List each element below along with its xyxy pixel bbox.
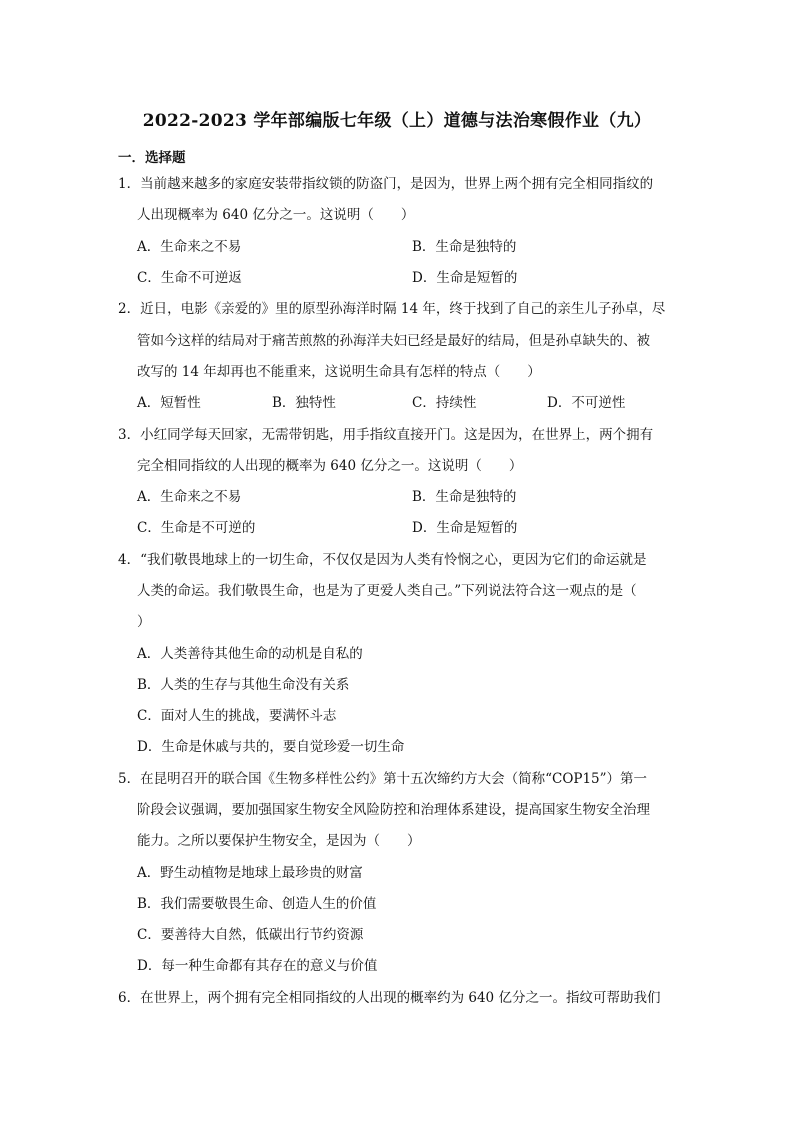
question-1-line-2: 人出现概率为 640 亿分之一。这说明（ ） (137, 207, 415, 223)
question-2-option-c: C．持续性 (412, 395, 477, 411)
question-2-option-b: B．独特性 (272, 395, 336, 411)
question-5-line-2: 阶段会议强调，要加强国家生物安全风险防控和治理体系建设，提高国家生物安全治理 (137, 802, 650, 818)
question-5-option-c: C．要善待大自然，低碳出行节约资源 (137, 927, 364, 943)
question-2-option-a: A．短暂性 (137, 395, 201, 411)
question-4-line-1: 4．“我们敬畏地球上的一切生命，不仅仅是因为人类有怜悯之心，更因为它们的命运就是 (118, 552, 647, 568)
question-4-option-c: C．面对人生的挑战，要满怀斗志 (137, 708, 337, 724)
question-5-option-a: A．野生动植物是地球上最珍贵的财富 (137, 865, 363, 881)
question-5-option-d: D．每一种生命都有其存在的意义与价值 (137, 958, 378, 974)
question-1-option-c: C．生命不可逆返 (137, 270, 242, 286)
question-3-option-d: D．生命是短暂的 (412, 520, 518, 536)
question-2-line-2: 管如今这样的结局对于痛苦煎熬的孙海洋夫妇已经是最好的结局，但是孙卓缺失的、被 (137, 333, 650, 349)
question-3-option-a: A．生命来之不易 (137, 489, 242, 505)
question-2-line-1: 2．近日，电影《亲爱的》里的原型孙海洋时隔 14 年，终于找到了自己的亲生儿子孙卓，尽 (118, 301, 666, 317)
question-1-line-1: 1．当前越来越多的家庭安装带指纹锁的防盗门，是因为，世界上两个拥有完全相同指纹的 (118, 176, 654, 192)
question-4-option-a: A．人类善待其他生命的动机是自私的 (137, 646, 363, 662)
question-4-line-2: 人类的命运。我们敬畏生命，也是为了更爱人类自己。”下列说法符合这一观点的是（ (137, 583, 637, 599)
page-title: 2022-2023 学年部编版七年级（上）道德与法治寒假作业（九） (142, 111, 652, 131)
question-1-option-b: B．生命是独特的 (412, 239, 517, 255)
question-5-option-b: B．我们需要敬畏生命、创造人生的价值 (137, 896, 377, 912)
question-3-option-b: B．生命是独特的 (412, 489, 517, 505)
question-3-line-2: 完全相同指纹的人出现的概率为 640 亿分之一。这说明（ ） (137, 458, 523, 474)
question-5-line-3: 能力。之所以要保护生物安全，是因为（ ） (137, 833, 421, 849)
question-5-line-1: 5．在昆明召开的联合国《生物多样性公约》第十五次缔约方大会（简称“COP15”）第一 (118, 771, 648, 787)
section-heading: 一．选择题 (118, 150, 186, 166)
question-1-option-a: A．生命来之不易 (137, 239, 242, 255)
question-1-option-d: D．生命是短暂的 (412, 270, 518, 286)
question-4-option-d: D．生命是休戚与共的，要自觉珍爱一切生命 (137, 739, 405, 755)
question-2-line-3: 改写的 14 年却再也不能重来，这说明生命具有怎样的特点（ ） (137, 364, 541, 380)
question-3-option-c: C．生命是不可逆的 (137, 520, 256, 536)
question-4-line-3: ） (137, 614, 151, 630)
question-6-line-1: 6．在世界上，两个拥有完全相同指纹的人出现的概率约为 640 亿分之一。指纹可帮助我们 (118, 990, 661, 1006)
question-4-option-b: B．人类的生存与其他生命没有关系 (137, 677, 350, 693)
question-3-line-1: 3．小红同学每天回家，无需带钥匙，用手指纹直接开门。这是因为，在世界上，两个拥有 (118, 427, 654, 443)
question-2-option-d: D．不可逆性 (547, 395, 626, 411)
